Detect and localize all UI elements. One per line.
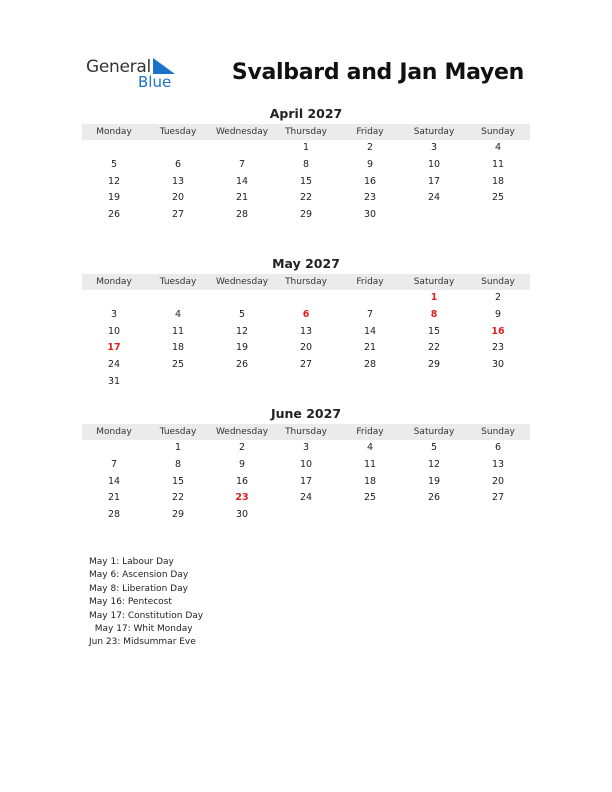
day-cell: 17 [427, 175, 441, 187]
day-cell: 17 [299, 475, 313, 487]
weekday-header [82, 274, 530, 290]
day-cell: 18 [171, 342, 185, 354]
weekday-label: Monday [96, 277, 132, 287]
day-cell [210, 374, 274, 391]
day-cell: 23 [491, 342, 505, 354]
day-cell: 28 [107, 509, 121, 521]
week-row [82, 374, 530, 391]
day-cell: 2 [494, 292, 502, 303]
weekday-label: Saturday [413, 277, 455, 287]
day-cell [146, 374, 210, 391]
week-row [82, 490, 530, 507]
holiday-day-cell: 16 [491, 325, 505, 337]
week-row [82, 207, 530, 224]
day-cell: 16 [363, 175, 377, 187]
day-cell: 14 [235, 175, 249, 187]
day-cell: 18 [363, 475, 377, 487]
week-row [82, 324, 530, 341]
day-cell [82, 140, 146, 157]
day-cell: 19 [107, 192, 121, 204]
holiday-day-cell: 6 [302, 308, 310, 320]
day-cell: 2 [366, 142, 374, 153]
day-cell [466, 207, 530, 224]
day-cell: 25 [171, 359, 185, 371]
month-calendar [82, 106, 530, 224]
week-row [82, 174, 530, 191]
day-cell: 23 [363, 192, 377, 204]
day-cell: 10 [299, 458, 313, 470]
month-title: June 2027 [270, 406, 342, 421]
day-cell: 5 [238, 308, 246, 320]
weekday-label: Tuesday [159, 277, 197, 287]
day-cell: 15 [299, 175, 313, 187]
day-cell: 5 [110, 158, 118, 170]
day-cell: 7 [238, 158, 246, 170]
weekday-label: Thursday [285, 277, 327, 287]
day-cell: 13 [299, 325, 313, 337]
logo-triangle-icon [153, 58, 175, 74]
day-cell: 1 [302, 142, 310, 153]
day-cell [274, 290, 338, 307]
day-cell: 25 [491, 192, 505, 204]
day-cell [274, 507, 338, 524]
day-cell [402, 507, 466, 524]
weekday-label: Thursday [285, 127, 327, 137]
weekday-label: Friday [356, 127, 384, 137]
logo-general-text: General [86, 57, 151, 77]
holiday-list-item: May 17: Constitution Day [89, 610, 204, 621]
day-cell: 6 [494, 442, 502, 453]
day-cell [210, 140, 274, 157]
holiday-list-item: May 16: Pentecost [89, 597, 172, 608]
weekday-label: Friday [356, 427, 384, 437]
day-cell: 4 [174, 308, 182, 320]
day-cell: 31 [107, 375, 121, 387]
day-cell: 29 [171, 509, 185, 521]
holiday-list-item: May 17: Whit Monday [89, 624, 193, 635]
week-row [82, 474, 530, 491]
month-calendar [82, 256, 530, 391]
day-cell: 11 [491, 158, 505, 170]
logo [86, 57, 186, 93]
month-title: April 2027 [269, 106, 343, 121]
day-cell [338, 290, 402, 307]
day-cell: 14 [363, 325, 377, 337]
week-row [82, 440, 530, 457]
weekday-label: Tuesday [159, 427, 197, 437]
day-cell: 3 [110, 308, 118, 320]
day-cell: 20 [299, 342, 313, 354]
day-cell: 21 [363, 342, 377, 354]
day-cell: 29 [299, 209, 313, 221]
day-cell: 9 [366, 158, 374, 170]
day-cell: 5 [430, 442, 438, 453]
weekday-label: Tuesday [159, 127, 197, 137]
day-cell: 9 [494, 308, 502, 320]
weekday-label: Saturday [413, 127, 455, 137]
day-cell [466, 507, 530, 524]
day-cell: 20 [171, 192, 185, 204]
day-cell: 4 [494, 142, 502, 153]
holiday-day-cell: 23 [235, 492, 249, 504]
day-cell: 6 [174, 158, 182, 170]
day-cell: 22 [171, 492, 185, 504]
weekday-label: Friday [356, 277, 384, 287]
day-cell: 12 [107, 175, 121, 187]
day-cell: 22 [299, 192, 313, 204]
day-cell: 9 [238, 458, 246, 470]
day-cell: 28 [235, 209, 249, 221]
day-cell: 12 [235, 325, 249, 337]
day-cell: 11 [363, 458, 377, 470]
weekday-header [82, 124, 530, 140]
holiday-list-item: Jun 23: Midsummar Eve [89, 637, 196, 648]
weekday-header [82, 424, 530, 440]
day-cell [402, 207, 466, 224]
weekday-label: Wednesday [215, 127, 269, 137]
day-cell: 19 [235, 342, 249, 354]
month-calendar [82, 406, 530, 524]
day-cell: 15 [427, 325, 441, 337]
day-cell: 14 [107, 475, 121, 487]
day-cell: 26 [107, 209, 121, 221]
day-cell [146, 290, 210, 307]
day-cell: 16 [235, 475, 249, 487]
day-cell: 27 [299, 359, 313, 371]
logo-blue-text: Blue [138, 73, 172, 91]
week-row [82, 457, 530, 474]
week-row [82, 307, 530, 324]
holiday-list [89, 556, 203, 650]
day-cell: 27 [491, 492, 505, 504]
day-cell: 11 [171, 325, 185, 337]
week-row [82, 507, 530, 524]
day-cell: 21 [107, 492, 121, 504]
day-cell: 27 [171, 209, 185, 221]
day-cell [338, 374, 402, 391]
week-row [82, 190, 530, 207]
day-cell [210, 290, 274, 307]
day-cell [146, 140, 210, 157]
weekday-label: Saturday [413, 427, 455, 437]
day-cell: 22 [427, 342, 441, 354]
weekday-label: Thursday [285, 427, 327, 437]
holiday-day-cell: 1 [430, 292, 438, 303]
weekday-label: Sunday [481, 277, 515, 287]
day-cell: 8 [174, 458, 182, 470]
day-cell: 24 [107, 359, 121, 371]
weekday-label: Sunday [481, 127, 515, 137]
day-cell: 18 [491, 175, 505, 187]
page-title: Svalbard and Jan Mayen [231, 60, 524, 85]
week-row [82, 290, 530, 307]
weekday-label: Monday [96, 427, 132, 437]
holiday-list-item: May 1: Labour Day [89, 557, 174, 567]
day-cell: 26 [427, 492, 441, 504]
week-row [82, 357, 530, 374]
month-title: May 2027 [272, 256, 340, 271]
week-row [82, 140, 530, 157]
day-cell: 19 [427, 475, 441, 487]
day-cell: 12 [427, 458, 441, 470]
holiday-day-cell: 17 [107, 342, 121, 354]
week-row [82, 340, 530, 357]
day-cell: 24 [427, 192, 441, 204]
day-cell: 8 [302, 158, 310, 170]
day-cell [82, 290, 146, 307]
day-cell [466, 374, 530, 391]
day-cell: 28 [363, 359, 377, 371]
day-cell: 30 [491, 359, 505, 371]
weekday-label: Monday [96, 127, 132, 137]
weekday-label: Sunday [481, 427, 515, 437]
day-cell: 3 [302, 442, 310, 453]
day-cell: 10 [427, 158, 441, 170]
week-row [82, 157, 530, 174]
holiday-day-cell: 8 [430, 308, 438, 320]
day-cell [402, 374, 466, 391]
day-cell: 2 [238, 442, 246, 453]
day-cell: 20 [491, 475, 505, 487]
day-cell: 24 [299, 492, 313, 504]
day-cell: 26 [235, 359, 249, 371]
day-cell: 3 [430, 142, 438, 153]
day-cell: 13 [491, 458, 505, 470]
day-cell: 29 [427, 359, 441, 371]
day-cell: 30 [363, 209, 377, 221]
day-cell: 30 [235, 509, 249, 521]
holiday-list-item: May 6: Ascension Day [89, 570, 189, 581]
day-cell [274, 374, 338, 391]
weekday-label: Wednesday [215, 427, 269, 437]
day-cell [82, 440, 146, 457]
day-cell: 10 [107, 325, 121, 337]
day-cell: 4 [366, 442, 374, 453]
day-cell: 7 [366, 308, 374, 320]
holiday-list-item: May 8: Liberation Day [89, 583, 188, 594]
day-cell: 25 [363, 492, 377, 504]
day-cell: 7 [110, 458, 118, 470]
day-cell: 1 [174, 442, 182, 453]
day-cell: 15 [171, 475, 185, 487]
day-cell: 21 [235, 192, 249, 204]
weekday-label: Wednesday [215, 277, 269, 287]
day-cell: 13 [171, 175, 185, 187]
day-cell [338, 507, 402, 524]
